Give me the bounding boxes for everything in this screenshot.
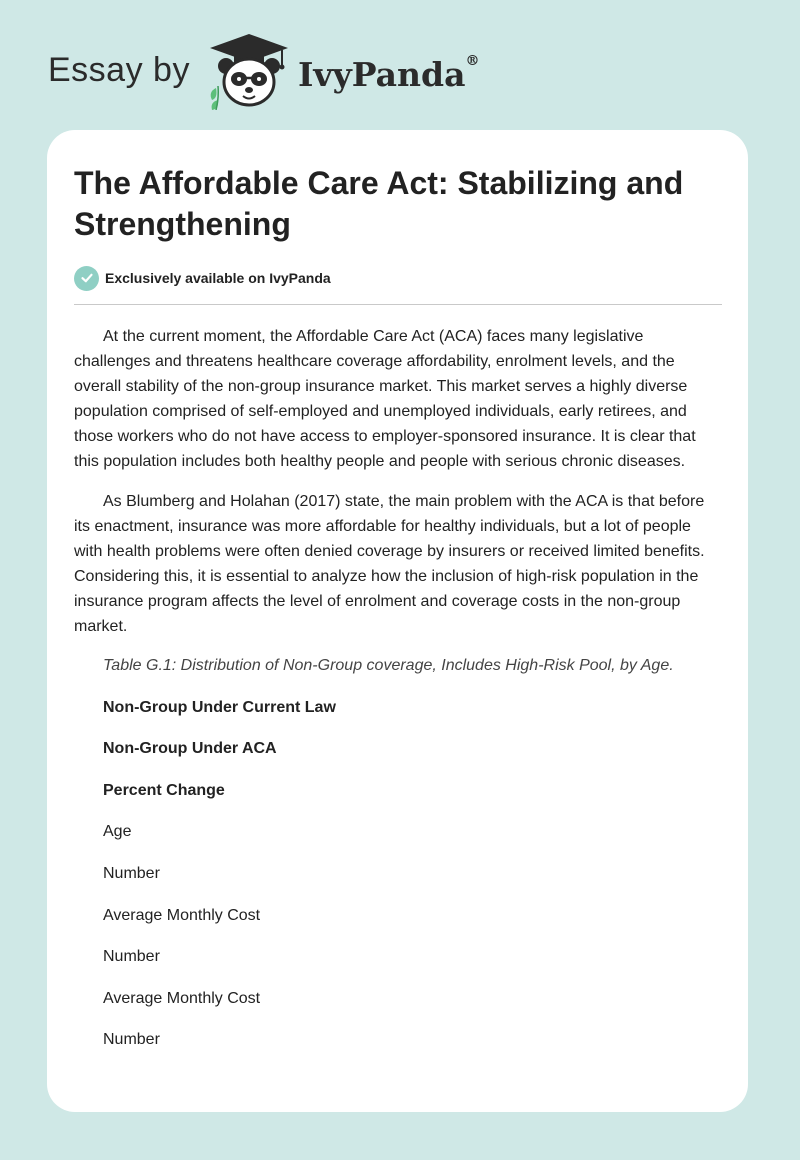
divider xyxy=(74,304,722,305)
table-row: Non-Group Under Current Law xyxy=(103,698,336,716)
site-header xyxy=(48,30,480,110)
table-row: Number xyxy=(103,864,160,882)
paragraph: As Blumberg and Holahan (2017) state, the main problem with the ACA is that before its enactment, insurance was more affordable for healthy individuals, but a lot of people with health problems were often denied coverage by insurers or received limited benefits. Considering this, it is essential to analyze how the inclusion of high-risk population in the insurance program affects the level of enrolment and coverage costs in the non-group market. xyxy=(74,493,705,635)
table-row: Number xyxy=(103,1031,160,1049)
table-row: Age xyxy=(103,823,132,841)
table-row: Percent Change xyxy=(103,781,225,799)
exclusive-badge-text: Exclusively available on IvyPanda xyxy=(105,270,331,286)
brand-name[interactable]: IvyPanda® xyxy=(297,52,480,94)
paragraph: At the current moment, the Affordable Care Act (ACA) faces many legislative challenges and threatens healthcare coverage affordability, enrolment levels, and the overall stability of the non-group insurance market. This market serves a highly diverse population comprised of self-employed and unemployed individuals, early retirees, and those workers who do not have access to employer-sponsored insurance. It is clear that this population includes both healthy people and people with serious chronic diseases. xyxy=(74,328,696,470)
page-title: The Affordable Care Act: Stabilizing and Strengthening xyxy=(74,165,684,242)
table-row: Average Monthly Cost xyxy=(103,989,261,1007)
exclusive-badge xyxy=(74,265,722,291)
table-row: Number xyxy=(103,948,160,966)
essay-card xyxy=(47,130,748,1112)
table-rows xyxy=(103,696,722,1053)
panda-graduate-logo-icon[interactable] xyxy=(204,30,294,110)
registered-mark: ® xyxy=(465,52,480,69)
table-row: Average Monthly Cost xyxy=(103,906,261,924)
table-caption: Table G.1: Distribution of Non-Group coverage, Includes High-Risk Pool, by Age. xyxy=(103,657,674,674)
table-row: Non-Group Under ACA xyxy=(103,740,277,758)
check-circle-icon xyxy=(74,266,99,291)
essay-by-label: Essay by xyxy=(48,50,190,89)
